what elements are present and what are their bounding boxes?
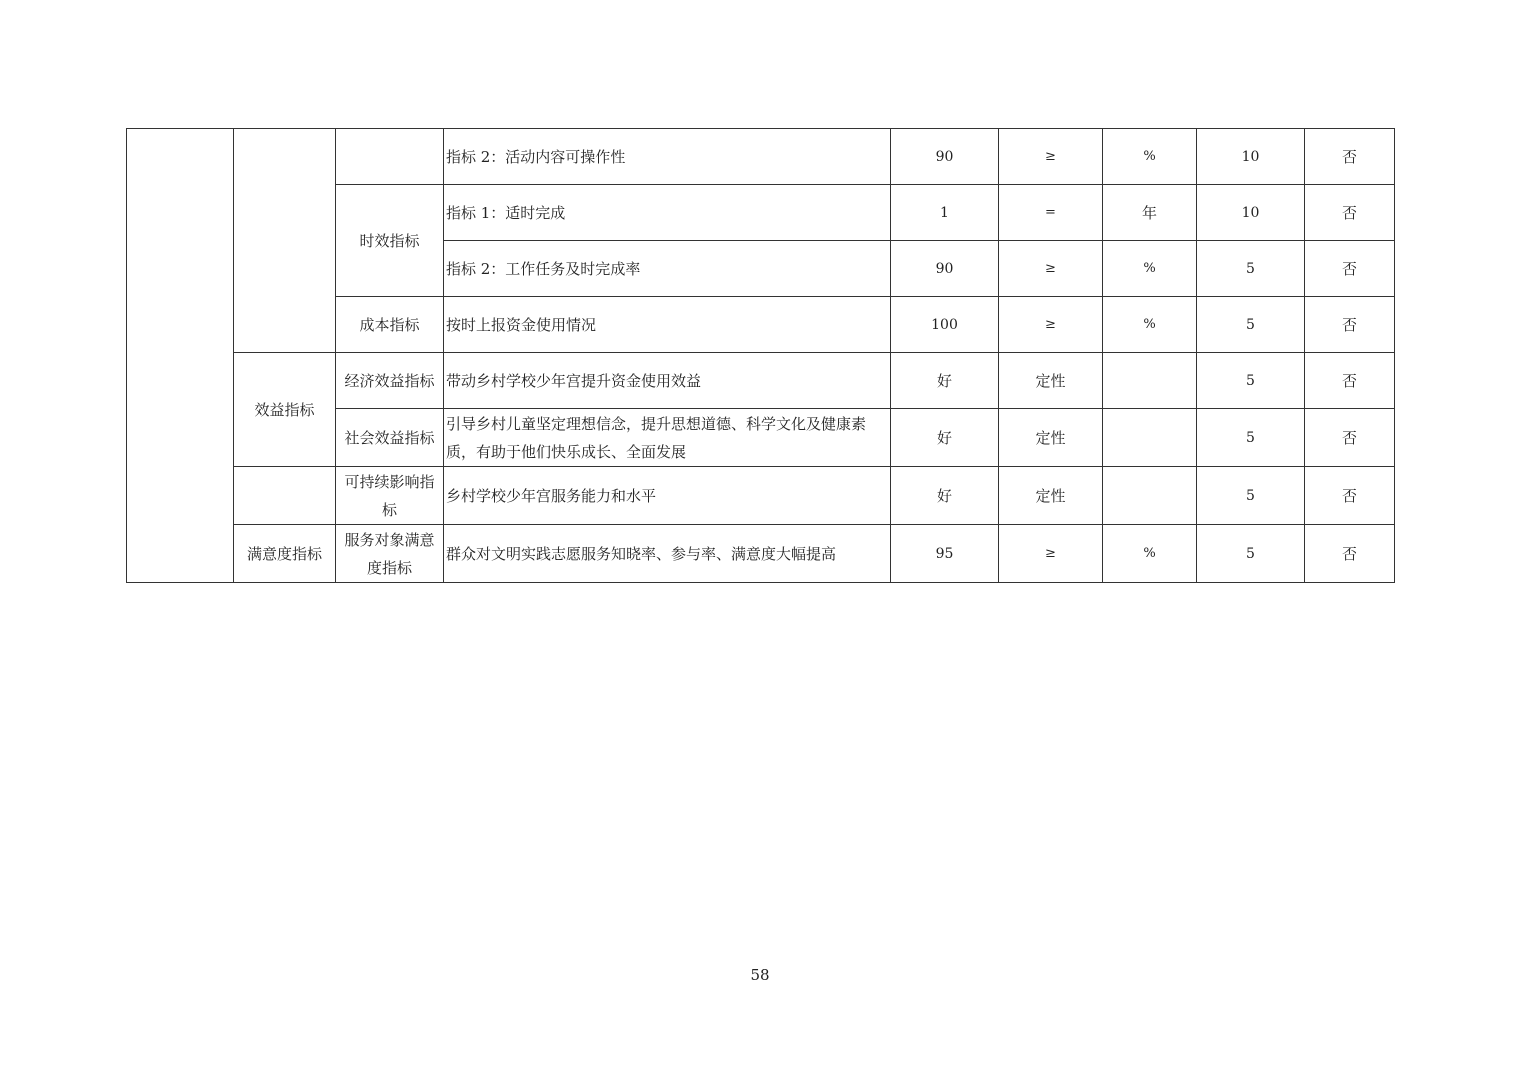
level3-cell-empty [336, 129, 444, 185]
indicator-cell: 按时上报资金使用情况 [444, 297, 891, 353]
target-value-cell: 好 [891, 467, 999, 525]
weight-cell: 10 [1197, 129, 1305, 185]
level3-cell: 服务对象满意度指标 [336, 525, 444, 583]
table-row [127, 129, 1395, 185]
level2-cell: 满意度指标 [234, 525, 336, 583]
performance-indicator-table [126, 128, 1395, 583]
flag-cell: 否 [1305, 353, 1395, 409]
weight-cell: 5 [1197, 525, 1305, 583]
target-value-cell: 100 [891, 297, 999, 353]
indicator-cell: 指标 2：活动内容可操作性 [444, 129, 891, 185]
operator-cell: 定性 [999, 353, 1103, 409]
flag-cell: 否 [1305, 297, 1395, 353]
target-value-cell: 90 [891, 241, 999, 297]
flag-cell: 否 [1305, 467, 1395, 525]
unit-cell: % [1103, 241, 1197, 297]
unit-cell [1103, 353, 1197, 409]
indicator-cell: 群众对文明实践志愿服务知晓率、参与率、满意度大幅提高 [444, 525, 891, 583]
target-value-cell: 95 [891, 525, 999, 583]
flag-cell: 否 [1305, 409, 1395, 467]
target-value-cell: 好 [891, 353, 999, 409]
operator-cell: 定性 [999, 409, 1103, 467]
flag-cell: 否 [1305, 185, 1395, 241]
operator-cell: ≥ [999, 241, 1103, 297]
weight-cell: 5 [1197, 409, 1305, 467]
table-row [127, 525, 1395, 583]
flag-cell: 否 [1305, 525, 1395, 583]
unit-cell: % [1103, 525, 1197, 583]
level3-cell: 经济效益指标 [336, 353, 444, 409]
target-value-cell: 90 [891, 129, 999, 185]
page-number: 58 [750, 966, 770, 984]
operator-cell: ≥ [999, 129, 1103, 185]
level3-cell: 社会效益指标 [336, 409, 444, 467]
flag-cell: 否 [1305, 241, 1395, 297]
level3-cell: 可持续影响指标 [336, 467, 444, 525]
weight-cell: 10 [1197, 185, 1305, 241]
operator-cell: ≥ [999, 297, 1103, 353]
weight-cell: 5 [1197, 467, 1305, 525]
level3-cell: 成本指标 [336, 297, 444, 353]
level2-cell-empty [234, 129, 336, 353]
level1-cell-empty [127, 129, 234, 583]
indicator-cell: 指标 2：工作任务及时完成率 [444, 241, 891, 297]
weight-cell: 5 [1197, 353, 1305, 409]
table-row [127, 467, 1395, 525]
weight-cell: 5 [1197, 241, 1305, 297]
operator-cell: 定性 [999, 467, 1103, 525]
level3-cell: 时效指标 [336, 185, 444, 297]
operator-cell: = [999, 185, 1103, 241]
table-row [127, 353, 1395, 409]
indicator-cell: 引导乡村儿童坚定理想信念，提升思想道德、科学文化及健康素质，有助于他们快乐成长、全面发展 [444, 409, 891, 467]
level2-cell-empty [234, 467, 336, 525]
unit-cell [1103, 409, 1197, 467]
target-value-cell: 好 [891, 409, 999, 467]
unit-cell: 年 [1103, 185, 1197, 241]
flag-cell: 否 [1305, 129, 1395, 185]
target-value-cell: 1 [891, 185, 999, 241]
weight-cell: 5 [1197, 297, 1305, 353]
operator-cell: ≥ [999, 525, 1103, 583]
indicator-cell: 乡村学校少年宫服务能力和水平 [444, 467, 891, 525]
unit-cell: % [1103, 297, 1197, 353]
indicator-cell: 指标 1：适时完成 [444, 185, 891, 241]
level2-cell: 效益指标 [234, 353, 336, 467]
unit-cell [1103, 467, 1197, 525]
unit-cell: % [1103, 129, 1197, 185]
indicator-cell: 带动乡村学校少年宫提升资金使用效益 [444, 353, 891, 409]
